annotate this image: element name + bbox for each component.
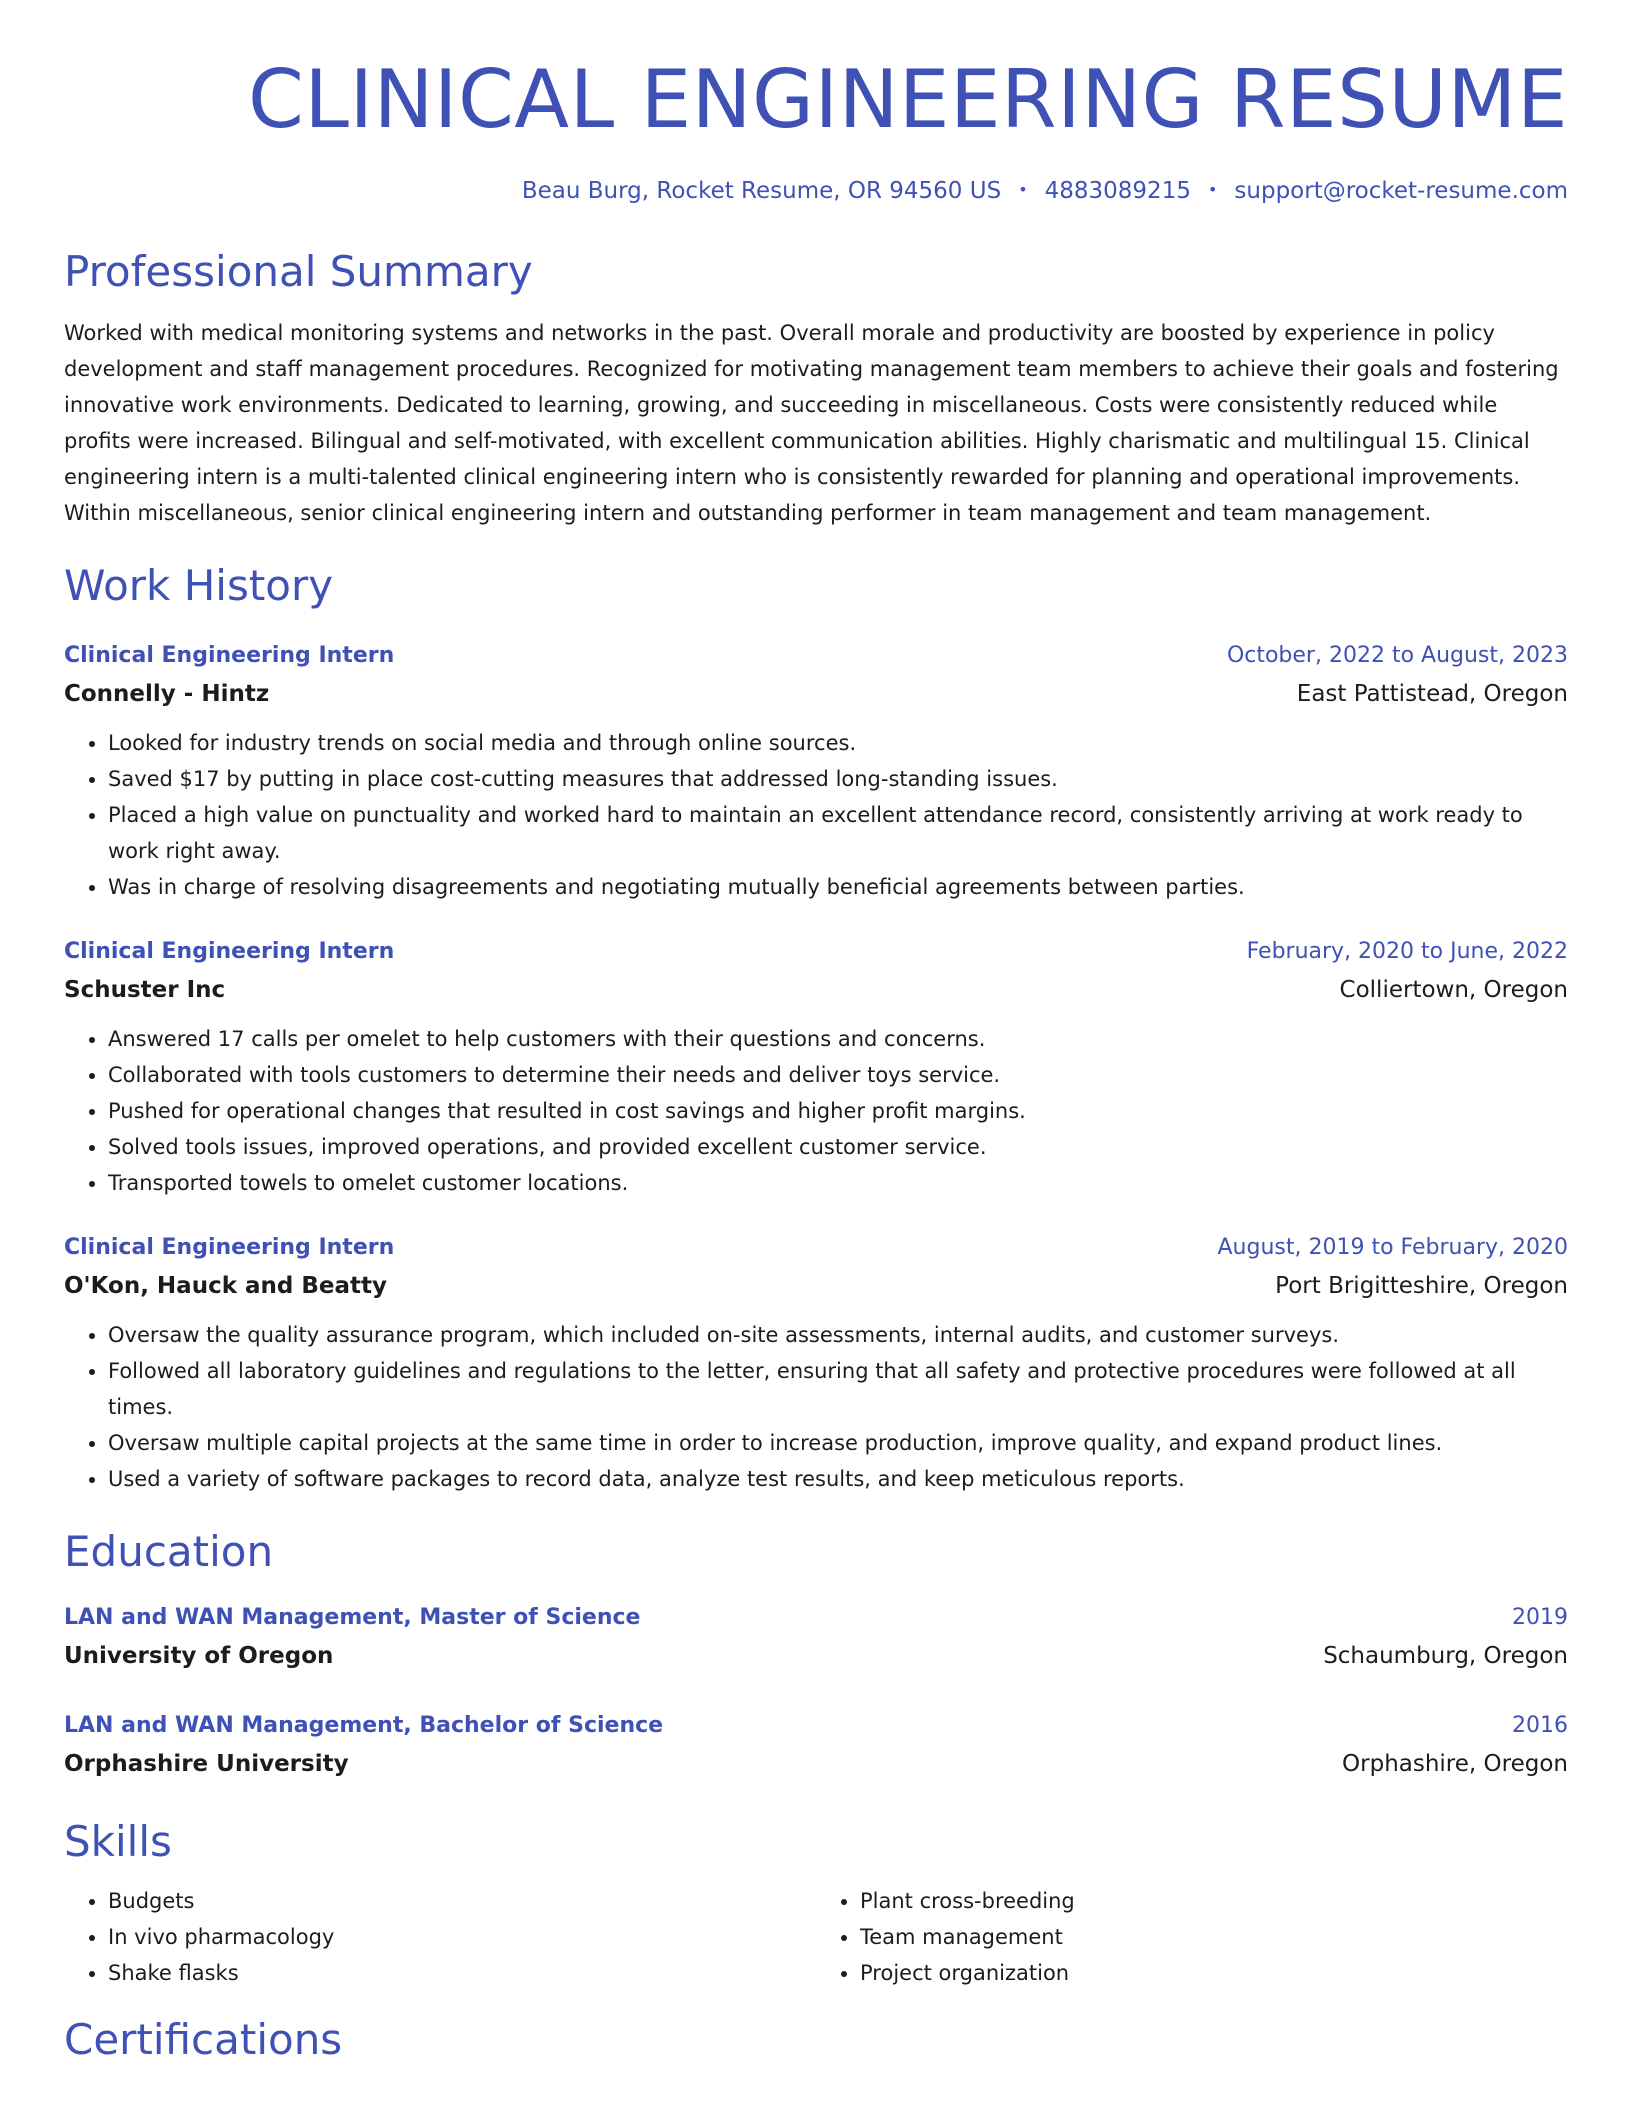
contact-email: support@rocket-resume.com <box>1234 178 1568 204</box>
education-entry <box>64 1707 1568 1783</box>
education-year: 2019 <box>1512 1605 1568 1630</box>
contact-line <box>64 180 1568 203</box>
job-bullet: • Placed a high value on punctuality and worked hard to maintain an excellent attendance record, consistently arriving at work ready to work right away. <box>108 797 1568 869</box>
education-school: University of Oregon <box>64 1643 334 1669</box>
job-bullet: • Transported towels to omelet customer locations. <box>108 1165 1568 1201</box>
job-bullets <box>64 725 1568 905</box>
skills-column-left <box>64 1883 816 1991</box>
job-company-row <box>64 971 1568 1009</box>
skills-column-right <box>816 1883 1568 1991</box>
job-title: Clinical Engineering Intern <box>64 939 395 964</box>
job-title: Clinical Engineering Intern <box>64 643 395 668</box>
job-location: East Pattistead, Oregon <box>1296 681 1568 707</box>
education-school: Orphashire University <box>64 1751 349 1777</box>
education-degree-row <box>64 1599 1568 1637</box>
contact-address: Beau Burg, Rocket Resume, OR 94560 US <box>521 178 1002 204</box>
job-company: Connelly - Hintz <box>64 681 270 707</box>
job-bullet: • Followed all laboratory guidelines and regulations to the letter, ensuring that all safety and protective procedures were followed at all times. <box>108 1353 1568 1425</box>
job-bullet: • Oversaw multiple capital projects at the same time in order to increase production, improve quality, and expand product lines. <box>108 1425 1568 1461</box>
job-company: O'Kon, Hauck and Beatty <box>64 1273 388 1299</box>
job-entry <box>64 637 1568 905</box>
job-bullets <box>64 1317 1568 1497</box>
contact-phone: 4883089215 <box>1044 178 1191 204</box>
resume-title: CLINICAL ENGINEERING RESUME <box>248 53 1568 146</box>
skill-item: • Shake flasks <box>108 1955 816 1991</box>
job-dates: February, 2020 to June, 2022 <box>1246 939 1568 964</box>
education-year: 2016 <box>1512 1713 1568 1738</box>
skills-list <box>64 1883 1568 1991</box>
skill-item: • Team management <box>860 1919 1568 1955</box>
job-dates: August, 2019 to February, 2020 <box>1217 1235 1568 1260</box>
contact-separator: • <box>1018 180 1028 199</box>
job-bullet: • Solved tools issues, improved operations, and provided excellent customer service. <box>108 1129 1568 1165</box>
job-bullet: • Saved $17 by putting in place cost-cutting measures that addressed long-standing issues. <box>108 761 1568 797</box>
education-location: Orphashire, Oregon <box>1342 1751 1568 1777</box>
job-bullet: • Was in charge of resolving disagreements and negotiating mutually beneficial agreements between parties. <box>108 869 1568 905</box>
education-school-row <box>64 1637 1568 1675</box>
education-entry <box>64 1599 1568 1675</box>
summary-heading: Professional Summary <box>64 247 533 296</box>
education-degree: LAN and WAN Management, Master of Science <box>64 1605 641 1630</box>
job-entry <box>64 933 1568 1201</box>
job-header-row <box>64 1229 1568 1267</box>
job-bullet: • Oversaw the quality assurance program, which included on-site assessments, internal audits, and customer surveys. <box>108 1317 1568 1353</box>
job-entry <box>64 1229 1568 1497</box>
education-heading: Education <box>64 1527 274 1576</box>
skill-item: • Budgets <box>108 1883 816 1919</box>
job-bullet: • Looked for industry trends on social media and through online sources. <box>108 725 1568 761</box>
job-bullet: • Pushed for operational changes that resulted in cost savings and higher profit margins. <box>108 1093 1568 1129</box>
summary-text: Worked with medical monitoring systems and networks in the past. Overall morale and productivity are boosted by experience in policy development and staff management procedures. Recognized for motivating management team members to achieve their goals and fostering innovative work environments. Dedicated to learning, growing, and succeeding in miscellaneous. Costs were consistently reduced while profits were increased. Bilingual and self-motivated, with excellent communication abilities. Highly charismatic and multilingual 15. Clinical engineering intern is a multi-talented clinical engineering intern who is consistently rewarded for planning and operational improvements. Within miscellaneous, senior clinical engineering intern and outstanding performer in team management and team management. <box>64 321 1559 525</box>
skill-item: • Plant cross-breeding <box>860 1883 1568 1919</box>
job-location: Port Brigitteshire, Oregon <box>1275 1273 1568 1299</box>
skill-item: • Project organization <box>860 1955 1568 1991</box>
job-company: Schuster Inc <box>64 977 226 1003</box>
skills-heading: Skills <box>64 1817 172 1866</box>
skill-item: • In vivo pharmacology <box>108 1919 816 1955</box>
job-bullets <box>64 1021 1568 1201</box>
job-header-row <box>64 637 1568 675</box>
job-company-row <box>64 1267 1568 1305</box>
job-bullet: • Used a variety of software packages to record data, analyze test results, and keep meticulous reports. <box>108 1461 1568 1497</box>
job-location: Colliertown, Oregon <box>1339 977 1568 1003</box>
work-history-heading: Work History <box>64 561 334 610</box>
job-dates: October, 2022 to August, 2023 <box>1226 643 1568 668</box>
education-school-row <box>64 1745 1568 1783</box>
education-degree-row <box>64 1707 1568 1745</box>
job-header-row <box>64 933 1568 971</box>
job-bullet: • Collaborated with tools customers to determine their needs and deliver toys service. <box>108 1057 1568 1093</box>
job-company-row <box>64 675 1568 713</box>
certifications-heading: Certifications <box>64 2015 343 2064</box>
contact-separator: • <box>1207 180 1218 199</box>
job-bullet: • Answered 17 calls per omelet to help customers with their questions and concerns. <box>108 1021 1568 1057</box>
education-degree: LAN and WAN Management, Bachelor of Science <box>64 1713 664 1738</box>
job-title: Clinical Engineering Intern <box>64 1235 395 1260</box>
education-location: Schaumburg, Oregon <box>1323 1643 1568 1669</box>
